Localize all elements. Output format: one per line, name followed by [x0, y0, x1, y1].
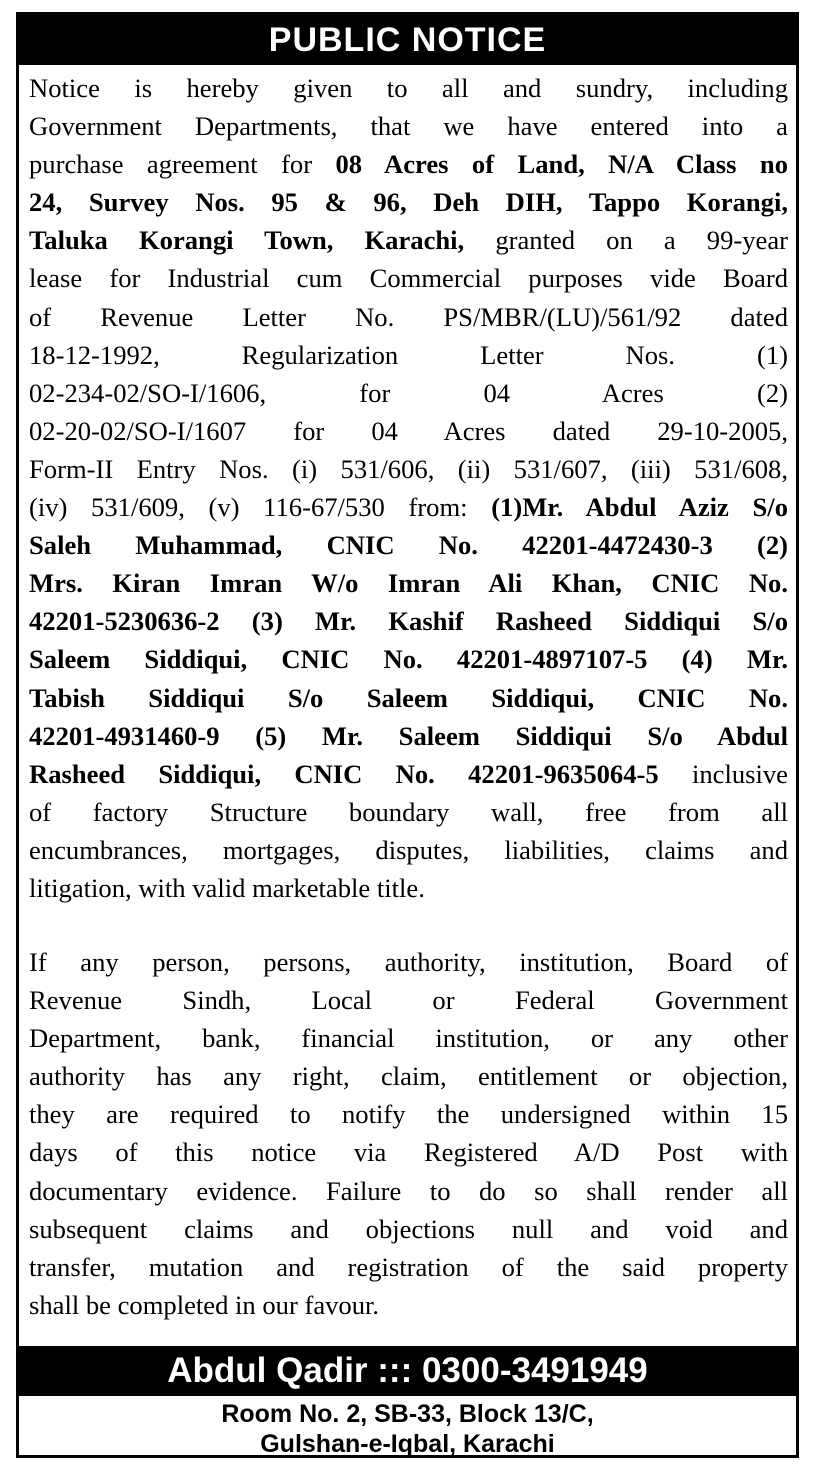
bold-text-run: 08 Acres of Land, N/A Class no: [335, 149, 788, 180]
text-run: 02-234-02/SO-I/1606, for 04 Acres (2): [29, 377, 788, 408]
text-run: If any person, persons, authority, institution, Board of: [29, 947, 788, 977]
contact-name-phone: Abdul Qadir ::: 0300-3491949: [19, 1346, 796, 1396]
text-line: [29, 1095, 788, 1133]
text-run: purchase agreement for: [29, 149, 336, 180]
text-line: [29, 1133, 788, 1171]
text-line: [29, 981, 788, 1019]
text-line: [29, 107, 788, 145]
text-line: [29, 1286, 788, 1324]
text-run: Form-II Entry Nos. (i) 531/606, (ii) 531/607, (iii) 531/608,: [29, 453, 788, 484]
bold-text-run: Rasheed Siddiqui, CNIC No. 42201-9635064-5: [29, 758, 659, 789]
bold-text-run: Taluka Korangi Town, Karachi,: [29, 225, 465, 256]
text-line: [29, 1172, 788, 1210]
text-line: [29, 298, 788, 336]
bold-text-run: 42201-4931460-9 (5) Mr. Saleem Siddiqui S/o Abdul: [29, 720, 788, 751]
text-run: documentary evidence. Failure to do so shall render all: [29, 1175, 788, 1206]
text-line: [29, 412, 788, 450]
text-line: [29, 336, 788, 374]
text-run: shall be completed in our favour.: [29, 1289, 380, 1320]
text-line: [29, 564, 788, 602]
text-line: [29, 183, 788, 221]
bold-text-run: Saleem Siddiqui, CNIC No. 42201-4897107-5 (4) Mr.: [29, 644, 788, 675]
bold-text-run: (1)Mr. Abdul Aziz S/o: [491, 492, 788, 523]
text-line: [29, 374, 788, 412]
text-run: authority has any right, claim, entitlement or objection,: [29, 1061, 788, 1092]
text-line: [29, 145, 788, 183]
text-line: [29, 943, 788, 981]
bold-text-run: 42201-5230636-2 (3) Mr. Kashif Rasheed Siddiqui S/o: [29, 606, 788, 637]
notice-paragraph-2: [29, 943, 788, 1324]
text-run: subsequent claims and objections null and void and: [29, 1213, 788, 1244]
bold-text-run: Mrs. Kiran Imran W/o Imran Ali Khan, CNIC No.: [29, 568, 788, 599]
address-line-2: Gulshan-e-Iqbal, Karachi: [260, 1430, 555, 1458]
text-run: 18-12-1992, Regularization Letter Nos. (1): [29, 339, 788, 370]
text-run: they are required to notify the undersigned within 15: [29, 1099, 788, 1130]
text-run: encumbrances, mortgages, disputes, liabilities, claims and: [29, 834, 788, 865]
text-line: [29, 259, 788, 297]
text-line: [29, 679, 788, 717]
public-notice: [16, 12, 799, 1458]
text-line: [29, 831, 788, 869]
text-line: [29, 450, 788, 488]
text-line: [29, 793, 788, 831]
text-run: Department, bank, financial institution, or any other: [29, 1023, 788, 1054]
text-line: [29, 488, 788, 526]
text-line: [29, 69, 788, 107]
text-run: lease for Industrial cum Commercial purposes vide Board: [29, 263, 788, 294]
text-run: (iv) 531/609, (v) 116-67/530 from:: [29, 492, 492, 523]
address-line-1: Room No. 2, SB-33, Block 13/C,: [221, 1400, 594, 1428]
text-line: [29, 1057, 788, 1095]
text-run: of Revenue Letter No. PS/MBR/(LU)/561/92 dated: [29, 301, 788, 332]
text-run: 02-20-02/SO-I/1607 for 04 Acres dated 29-10-2005,: [29, 415, 788, 446]
text-run: Revenue Sindh, Local or Federal Government: [29, 985, 788, 1016]
text-run: litigation, with valid marketable title.: [29, 872, 425, 903]
bold-text-run: Saleh Muhammad, CNIC No. 42201-4472430-3 (2): [29, 530, 788, 561]
text-run: Government Departments, that we have entered into a: [29, 111, 788, 142]
text-line: [29, 526, 788, 564]
text-line: [29, 755, 788, 793]
text-run: transfer, mutation and registration of the said property: [29, 1251, 788, 1282]
text-line: [29, 717, 788, 755]
text-line: [29, 640, 788, 678]
notice-paragraph-1: [29, 69, 788, 907]
notice-title: PUBLIC NOTICE: [19, 15, 796, 65]
text-run: days of this notice via Registered A/D Post with: [29, 1137, 788, 1168]
text-line: [29, 221, 788, 259]
text-run: of factory Structure boundary wall, free from all: [29, 796, 788, 827]
text-run: Notice is hereby given to all and sundry, including: [29, 73, 788, 103]
text-line: [29, 1210, 788, 1248]
text-line: [29, 602, 788, 640]
text-line: [29, 869, 788, 907]
text-run: granted on a 99-year: [464, 225, 788, 256]
text-run: inclusive: [658, 758, 788, 789]
bold-text-run: Tabish Siddiqui S/o Saleem Siddiqui, CNIC No.: [29, 682, 788, 713]
bold-text-run: 24, Survey Nos. 95 & 96, Deh DIH, Tappo Korangi,: [29, 187, 788, 218]
text-line: [29, 1248, 788, 1286]
text-line: [29, 1019, 788, 1057]
